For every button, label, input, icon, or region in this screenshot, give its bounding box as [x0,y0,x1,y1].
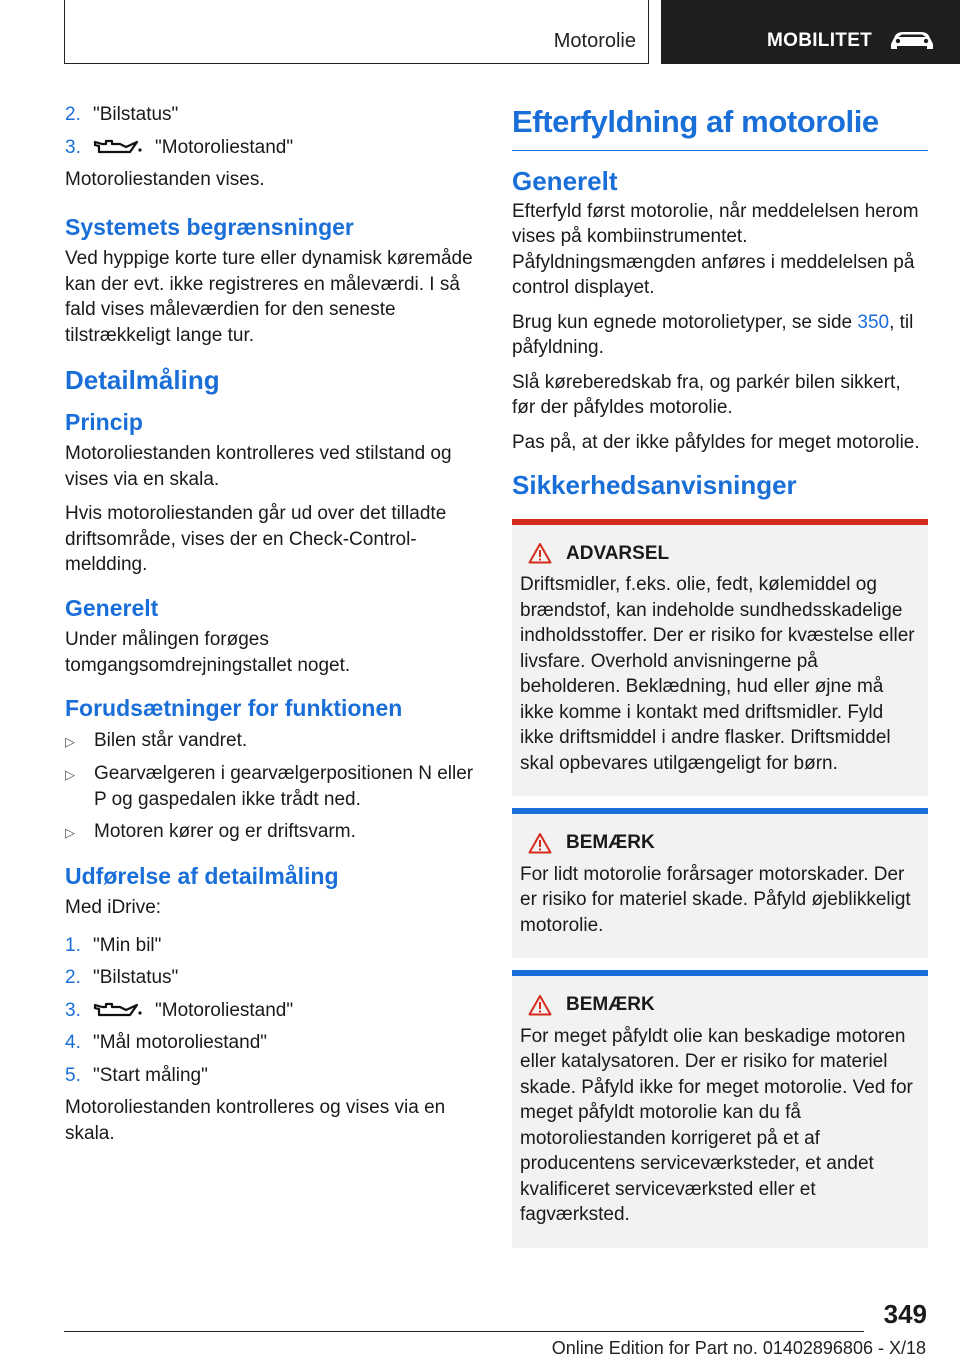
step-text: "Start måling" [93,1064,208,1086]
paragraph: Ved hyppige korte ture eller dynamisk køremåde kan der evt. ikke registreres en måleværdi. I så fald vises måleværdien for den seneste tilstrækkeligt lange tur. [65,248,473,346]
step-number: 1. [65,934,81,956]
paragraph: Motoroliestanden vises. [65,169,265,190]
step-text: "Motoroliestand" [155,999,294,1021]
warning-triangle-icon [528,542,552,564]
step-number: 2. [65,104,81,125]
list-item [65,1063,480,1089]
warning-header [520,541,920,567]
triangle-bullet-icon: ▷ [65,825,75,840]
footer-divider [64,1331,864,1332]
step-text: "Min bil" [93,934,162,956]
right-column [512,102,928,1248]
bullet-item [65,728,480,755]
paragraph: Under målingen forøges tomgangsomdrejningstallet noget. [65,629,351,676]
step-text: "Bilstatus" [93,104,179,125]
step-text: "Mål motoroliestand" [93,1032,268,1053]
paragraph: Pas på, at der ikke påfyldes for meget motorolie. [512,431,920,453]
step-number: 3. [65,999,81,1021]
paragraph: Hvis motoroliestanden går ud over det tilladte driftsområde, vises der en Check-Control-meldding. [65,503,447,575]
paragraph: Motoroliestanden kontrolleres og vises via en skala. [65,1097,446,1144]
paragraph: Med iDrive: [65,897,162,918]
oil-can-icon [93,1000,143,1020]
heading-princip: Princip [65,408,143,435]
paragraph [512,310,928,361]
section-title: Motorolie [553,30,636,52]
list-item [65,965,480,991]
warning-text: Driftsmidler, f.eks. olie, fedt, kølemiddel og brændstof, kan indeholde sundhedsskadelige indholdsstoffer. Der er risiko for kvæstelse eller livsfare. Overhold anvisningerne på beholderen. Beklædning, hud eller øjne må ikke komme i kontakt med driftsmidler. Fyld ikke driftsmiddel i andre flasker. Driftsmiddel skal opbevares utilgængeligt for børn. [520,574,915,774]
heading-generelt-right: Generelt [512,166,618,196]
heading-generelt: Generelt [65,594,159,621]
list-item [65,933,480,959]
heading-limits: Systemets begrænsninger [65,213,354,240]
list-item [65,1030,480,1056]
bullet-item [65,819,480,846]
footer-edition: Online Edition for Part no. 01402896806 - X/18 [551,1338,926,1358]
paragraph-text: , til påfyldning. [512,311,914,358]
oil-can-icon [93,137,143,157]
triangle-bullet-icon: ▷ [65,733,75,749]
warning-label: ADVARSEL [566,542,670,564]
bullet-text: Bilen står vandret. [94,729,248,751]
notice-text: For lidt motorolie forårsager motorskader. Der er risiko for materiel skade. Påfyld øjeblikkeligt motorolie. [520,863,911,936]
warning-triangle-icon [528,994,552,1016]
notice-label: BEMÆRK [566,994,655,1015]
step-number: 2. [65,967,81,988]
paragraph: Slå køreberedskab fra, og parkér bilen sikkert, før der påfyldes motorolie. [512,371,901,418]
step-text: "Motoroliestand" [155,136,294,158]
header-section-tab [64,0,649,64]
list-item [65,998,480,1024]
warning-box [512,519,928,797]
triangle-bullet-icon: ▷ [65,767,75,782]
notice-header [520,992,920,1018]
notice-label: BEMÆRK [566,832,655,853]
step-text: "Bilstatus" [93,967,179,988]
car-icon [887,28,937,52]
paragraph-text: Brug kun egnede motorolietyper, se side [512,311,858,333]
paragraph: Efterfyld først motorolie, når meddelelsen herom vises på kombiinstrumentet. Påfyldningsmængden anføres i meddelelsen på control displayet. [512,200,919,298]
step-number: 5. [65,1064,81,1086]
left-column [65,102,480,1155]
bullet-item [65,761,480,812]
page-reference-link[interactable]: 350 [857,311,890,333]
list-item [65,135,480,161]
notice-box [512,970,928,1248]
heading-safety: Sikkerhedsanvisninger [512,470,797,500]
notice-header [520,830,920,856]
notice-box [512,808,928,958]
heading-detail: Detailmåling [65,365,220,395]
page-title: Efterfyldning af motorolie [512,102,928,151]
category-title: MOBILITET [767,30,873,51]
step-number: 3. [65,136,81,158]
paragraph: Motoroliestanden kontrolleres ved stilstand og vises via en skala. [65,443,452,490]
page-number: 349 [883,1299,927,1329]
bullet-text: Gearvælgeren i gearvælgerpositionen N eller P og gaspedalen ikke trådt ned. [94,763,474,810]
heading-procedure: Udførelse af detailmåling [65,862,339,889]
list-item [65,102,480,128]
heading-prerequisites: Forudsætninger for funktionen [65,695,403,721]
step-number: 4. [65,1032,81,1053]
bullet-text: Motoren kører og er driftsvarm. [94,821,356,842]
header-category-tab [661,0,960,64]
notice-text: For meget påfyldt olie kan beskadige motoren eller katalysatoren. Der er risiko for materiel skade. Påfyld ikke for meget motorolie. Ved for meget påfyldt motorolie kan du få motoroliestanden korrigeret på et af producentens serviceværksteder, et andet kvalificeret serviceværksted eller et fagværksted. [520,1025,913,1225]
warning-triangle-icon [528,832,552,854]
